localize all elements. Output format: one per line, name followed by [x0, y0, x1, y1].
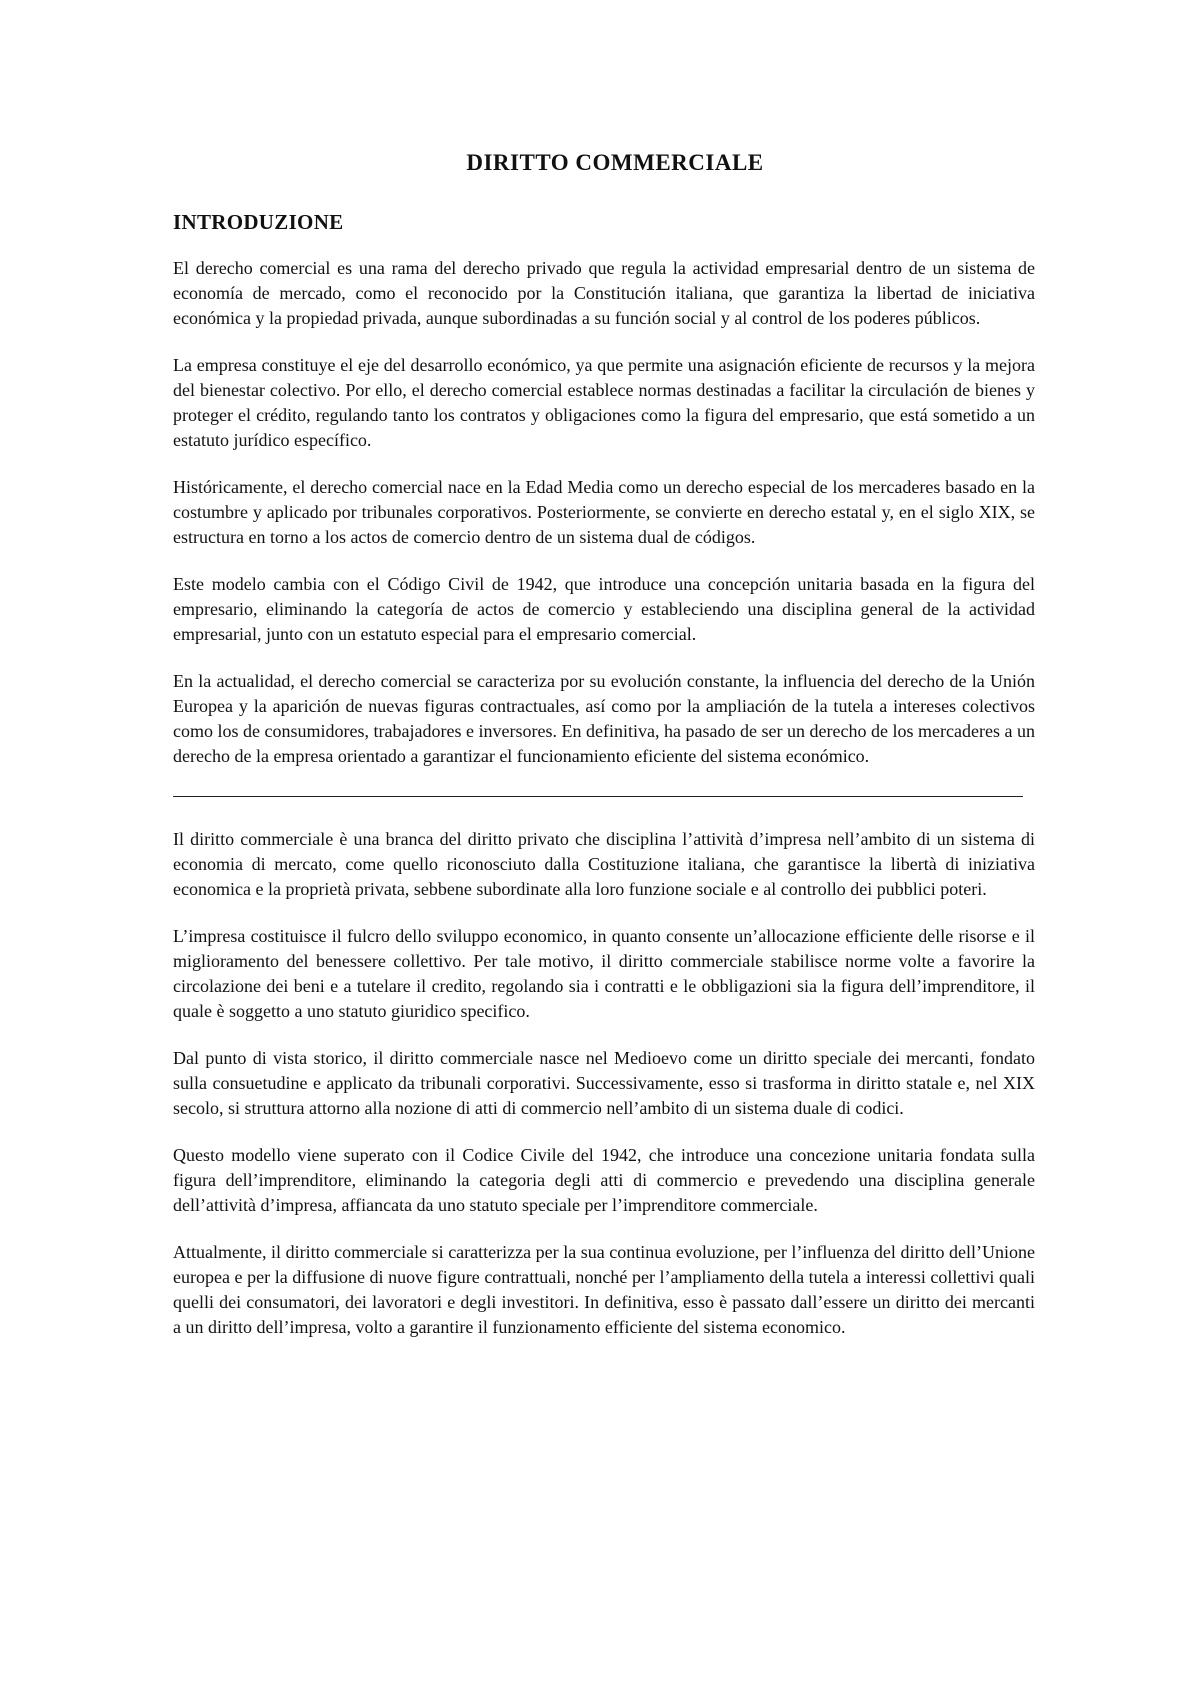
- paragraph-es-4: Este modelo cambia con el Código Civil de 1942, que introduce una concepción unitaria basada en la figura del empresario, eliminando la categoría de actos de comercio y estableciendo una disciplina general de la actividad empresarial, junto con un estatuto especial para el empresario comercial.: [173, 574, 1035, 644]
- paragraph-it-4: Questo modello viene superato con il Codice Civile del 1942, che introduce una concezione unitaria fondata sulla figura dell’imprenditore, eliminando la categoria degli atti di commercio e prevedendo una disciplina generale dell’attività d’impresa, affiancata da uno statuto speciale per l’imprenditore commerciale.: [173, 1145, 1035, 1215]
- document-title: DIRITTO COMMERCIALE: [466, 150, 764, 175]
- paragraph-es-3: Históricamente, el derecho comercial nace en la Edad Media como un derecho especial de los mercaderes basado en la costumbre y aplicado por tribunales corporativos. Posteriormente, se convierte en derecho estatal y, en el siglo XIX, se estructura en torno a los actos de comercio dentro de un sistema dual de códigos.: [173, 477, 1035, 547]
- section-divider: [173, 796, 1023, 797]
- paragraph-it-2: L’impresa costituisce il fulcro dello sviluppo economico, in quanto consente un’allocazione efficiente delle risorse e il miglioramento del benessere collettivo. Per tale motivo, il diritto commerciale stabilisce norme volte a favorire la circolazione dei beni e a tutelare il credito, regolando sia i contratti e le obbligazioni sia la figura dell’imprenditore, il quale è soggetto a uno statuto giuridico specifico.: [173, 926, 1035, 1021]
- paragraph-es-2: La empresa constituye el eje del desarrollo económico, ya que permite una asignación eficiente de recursos y la mejora del bienestar colectivo. Por ello, el derecho comercial establece normas destinadas a facilitar la circulación de bienes y proteger el crédito, regulando tanto los contratos y obligaciones como la figura del empresario, que está sometido a un estatuto jurídico específico.: [173, 355, 1035, 450]
- paragraph-it-5: Attualmente, il diritto commerciale si caratterizza per la sua continua evoluzione, per l’influenza del diritto dell’Unione europea e per la diffusione di nuove figure contrattuali, nonché per l’ampliamento della tutela a interessi collettivi quali quelli dei consumatori, dei lavoratori e degli investitori. In definitiva, esso è passato dall’essere un diritto dei mercanti a un diritto dell’impresa, volto a garantire il funzionamento efficiente del sistema economico.: [173, 1242, 1035, 1337]
- paragraph-it-3: Dal punto di vista storico, il diritto commerciale nasce nel Medioevo come un diritto speciale dei mercanti, fondato sulla consuetudine e applicato da tribunali corporativi. Successivamente, esso si trasforma in diritto statale e, nel XIX secolo, si struttura attorno alla nozione di atti di commercio nell’ambito di un sistema duale di codici.: [173, 1048, 1035, 1118]
- paragraph-es-1: El derecho comercial es una rama del derecho privado que regula la actividad empresarial dentro de un sistema de economía de mercado, como el reconocido por la Constitución italiana, que garantiza la libertad de iniciativa económica y la propiedad privada, aunque subordinadas a su función social y al control de los poderes públicos.: [173, 258, 1035, 328]
- document-page: [173, 130, 1035, 1340]
- paragraph-es-5: En la actualidad, el derecho comercial se caracteriza por su evolución constante, la influencia del derecho de la Unión Europea y la aparición de nuevas figuras contractuales, así como por la ampliación de la tutela a intereses colectivos como los de consumidores, trabajadores e inversores. En definitiva, ha pasado de ser un derecho de los mercaderes a un derecho de la empresa orientado a garantizar el funcionamiento eficiente del sistema económico.: [173, 671, 1035, 766]
- section-heading: INTRODUZIONE: [173, 210, 344, 234]
- paragraph-it-1: Il diritto commerciale è una branca del diritto privato che disciplina l’attività d’impresa nell’ambito di un sistema di economia di mercato, come quello riconosciuto dalla Costituzione italiana, che garantisce la libertà di iniziativa economica e la proprietà privata, sebbene subordinate alla loro funzione sociale e al controllo dei pubblici poteri.: [173, 829, 1035, 899]
